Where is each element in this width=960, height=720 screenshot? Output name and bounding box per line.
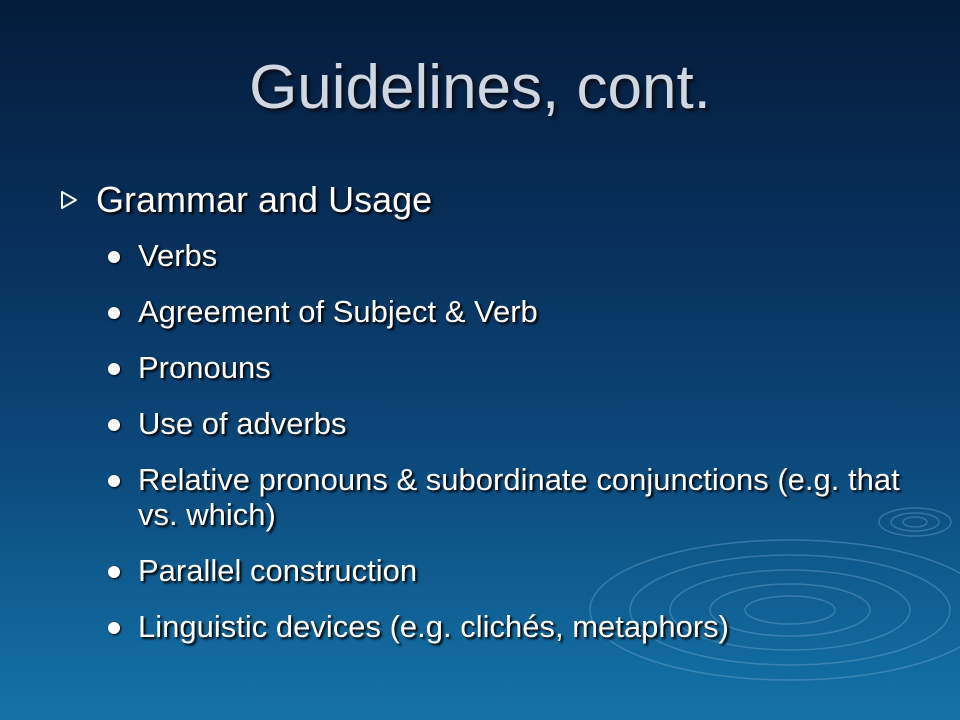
arrow-bullet-icon: [58, 178, 96, 222]
slide-title: Guidelines, cont.: [249, 53, 711, 122]
list-item: [108, 462, 938, 532]
list-item: [108, 553, 938, 588]
list-item: [108, 350, 938, 385]
bullet-list: [58, 178, 938, 665]
list-item-text: Relative pronouns & subordinate conjunctions (e.g. that vs. which): [138, 462, 900, 532]
list-item-text: Parallel construction: [138, 553, 418, 588]
round-bullet-icon: [108, 419, 120, 431]
round-bullet-icon: [108, 251, 120, 263]
list-item-text: Agreement of Subject & Verb: [138, 294, 538, 329]
list-item: [108, 294, 938, 329]
section-heading-label: Grammar and Usage: [96, 179, 433, 220]
list-item-text: Linguistic devices (e.g. clichés, metaphors): [138, 609, 729, 644]
round-bullet-icon: [108, 566, 120, 578]
list-item-text: Pronouns: [138, 350, 271, 385]
section-heading: [58, 178, 938, 222]
list-item: [108, 238, 938, 273]
sub-bullet-list: [108, 238, 938, 644]
list-item: [108, 609, 938, 644]
round-bullet-icon: [108, 475, 120, 487]
round-bullet-icon: [108, 622, 120, 634]
list-item-text: Use of adverbs: [138, 406, 347, 441]
round-bullet-icon: [108, 307, 120, 319]
list-item-text: Verbs: [138, 238, 218, 273]
round-bullet-icon: [108, 363, 120, 375]
list-item: [108, 406, 938, 441]
